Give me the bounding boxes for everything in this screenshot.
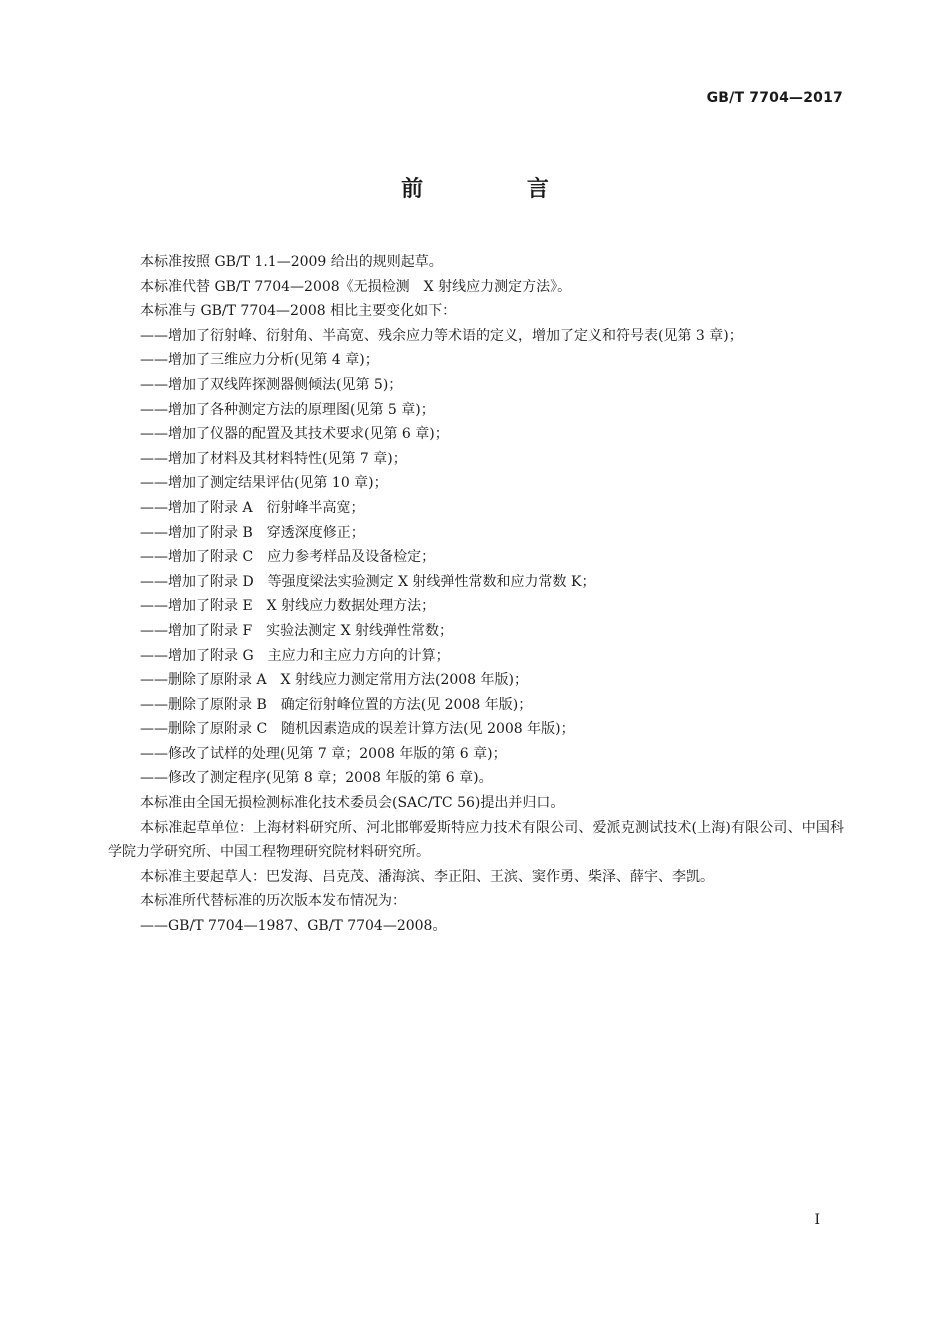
paragraph: 本标准所代替标准的历次版本发布情况为：	[140, 893, 406, 910]
standard-code: GB/T 7704—2017	[706, 90, 843, 106]
paragraph: 本标准与 GB/T 7704—2008 相比主要变化如下：	[140, 303, 457, 320]
list-item: ——增加了附录 F 实验法测定 X 射线弹性常数；	[140, 622, 454, 639]
list-item: ——增加了附录 A 衍射峰半高宽；	[140, 499, 365, 516]
paragraph: 本标准由全国无损检测标准化技术委员会(SAC/TC 56)提出并归口。	[140, 795, 565, 812]
list-item: ——增加了衍射峰、衍射角、半高宽、残余应力等术语的定义，增加了定义和符号表(见第 3 章)；	[140, 327, 743, 344]
paragraph: 本标准代替 GB/T 7704—2008《无损检测 X 射线应力测定方法》。	[140, 278, 572, 295]
list-item: ——增加了附录 G 主应力和主应力方向的计算；	[140, 647, 450, 664]
list-item: ——增加了测定结果评估(见第 10 章)；	[140, 475, 388, 492]
paragraph: 本标准起草单位：上海材料研究所、河北邯郸爱斯特应力技术有限公司、爱派克测试技术(上海)有限公司、中国科学院力学研究所、中国工程物理研究院材料研究所。	[108, 819, 844, 861]
paragraph: 本标准按照 GB/T 1.1—2009 给出的规则起草。	[140, 254, 443, 270]
list-item: ——删除了原附录 C 随机因素造成的误差计算方法(见 2008 年版)；	[140, 721, 575, 738]
list-item: ——GB/T 7704—1987、GB/T 7704—2008。	[140, 918, 447, 935]
paragraph: 本标准主要起草人：巴发海、吕克茂、潘海滨、李正阳、王滨、窦作勇、柴泽、薛宇、李凯。	[140, 868, 714, 885]
page-number: I	[814, 1212, 820, 1228]
list-item: ——修改了测定程序(见第 8 章；2008 年版的第 6 章)。	[140, 770, 493, 787]
page-title: 前 言	[401, 177, 597, 202]
list-item: ——删除了原附录 A X 射线应力测定常用方法(2008 年版)；	[140, 672, 528, 689]
list-item: ——增加了三维应力分析(见第 4 章)；	[140, 352, 379, 369]
list-item: ——增加了附录 E X 射线应力数据处理方法；	[140, 598, 436, 615]
list-item: ——删除了原附录 B 确定衍射峰位置的方法(见 2008 年版)；	[140, 696, 533, 713]
document-body	[108, 250, 844, 939]
list-item: ——增加了附录 B 穿透深度修正；	[140, 524, 365, 541]
list-item: ——修改了试样的处理(见第 7 章；2008 年版的第 6 章)；	[140, 745, 507, 762]
list-item: ——增加了材料及其材料特性(见第 7 章)；	[140, 450, 407, 467]
list-item: ——增加了各种测定方法的原理图(见第 5 章)；	[140, 401, 435, 418]
list-item: ——增加了仪器的配置及其技术要求(见第 6 章)；	[140, 426, 449, 443]
list-item: ——增加了附录 C 应力参考样品及设备检定；	[140, 549, 436, 566]
list-item: ——增加了附录 D 等强度梁法实验测定 X 射线弹性常数和应力常数 K；	[140, 573, 596, 590]
list-item: ——增加了双线阵探测器侧倾法(见第 5)；	[140, 376, 403, 393]
